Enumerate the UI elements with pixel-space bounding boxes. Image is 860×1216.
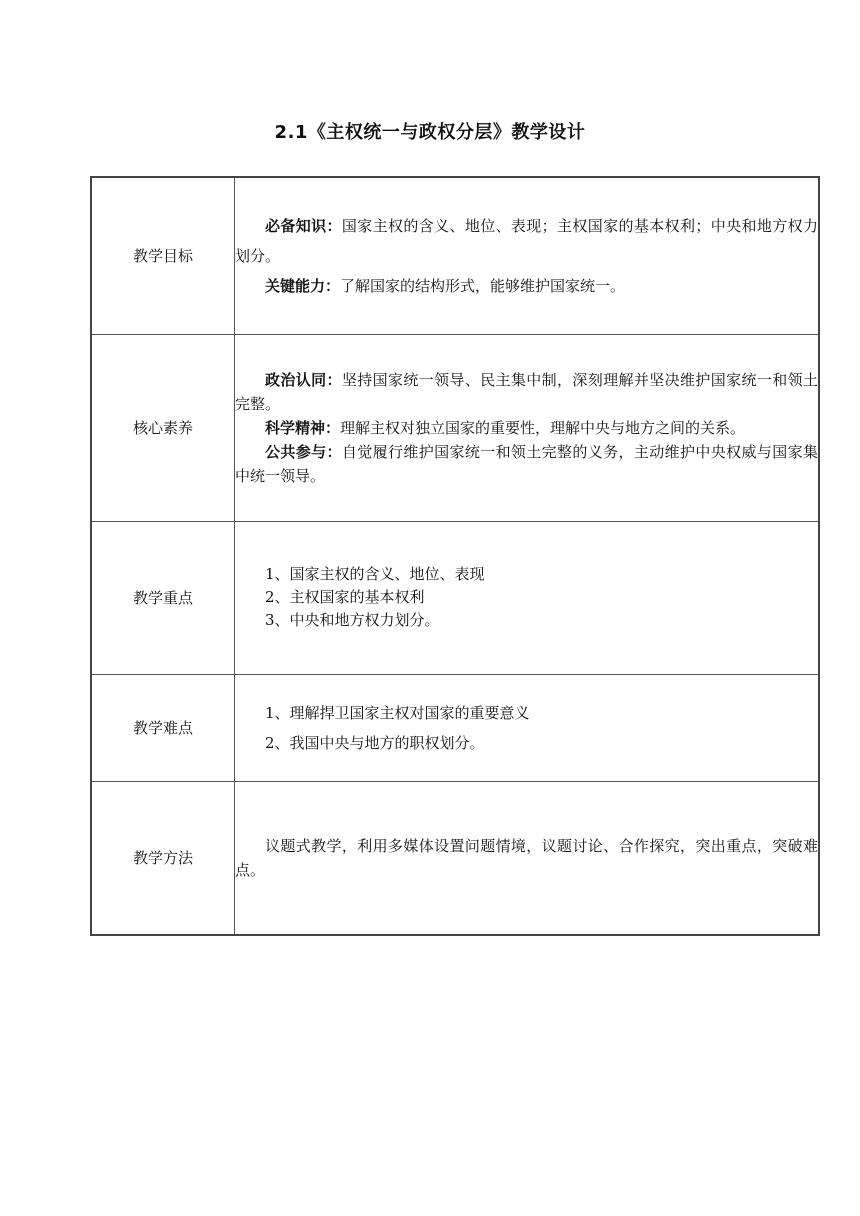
literacy-item-public [235, 440, 818, 488]
row-label-difficulties: 教学难点 [91, 674, 235, 781]
literacy-public-text: 自觉履行维护国家统一和领土完整的义务，主动维护中央权威与国家集中统一领导。 [235, 442, 818, 485]
key-point-item: 2、主权国家的基本权利 [265, 588, 425, 606]
goals-knowledge-lead: 必备知识： [265, 216, 342, 235]
key-point-item: 1、国家主权的含义、地位、表现 [265, 565, 485, 583]
methods-text: 议题式教学，利用多媒体设置问题情境，议题讨论、合作探究，突出重点，突破难点。 [235, 836, 818, 879]
goals-item-knowledge [235, 211, 818, 271]
row-content-methods [235, 781, 820, 935]
difficulty-item: 1、理解捍卫国家主权对国家的重要意义 [265, 703, 530, 722]
table-row-key-points [91, 521, 819, 674]
goals-knowledge-text: 国家主权的含义、地位、表现；主权国家的基本权利；中央和地方权力划分。 [235, 216, 818, 265]
literacy-political-lead: 政治认同： [265, 370, 342, 389]
teaching-plan-table [90, 176, 820, 936]
row-content-goals [235, 177, 820, 334]
literacy-item-political [235, 368, 818, 416]
goals-ability-lead: 关键能力： [265, 276, 341, 295]
literacy-political-text: 坚持国家统一领导、民主集中制，深刻理解并坚决维护国家统一和领土完整。 [235, 370, 818, 413]
row-content-literacy [235, 334, 820, 521]
literacy-science-text: 理解主权对独立国家的重要性，理解中央与地方之间的关系。 [340, 418, 746, 437]
row-label-methods: 教学方法 [91, 781, 235, 935]
row-content-difficulties [235, 674, 820, 781]
document-title: 2.1《主权统一与政权分层》教学设计 [274, 122, 586, 143]
row-content-key-points [235, 521, 820, 674]
table-row-methods [91, 781, 819, 935]
literacy-public-lead: 公共参与： [265, 442, 342, 461]
difficulty-item: 2、我国中央与地方的职权划分。 [265, 733, 485, 752]
literacy-science-lead: 科学精神： [265, 418, 341, 437]
table-row-difficulties [91, 674, 819, 781]
key-point-item: 3、中央和地方权力划分。 [265, 611, 440, 629]
literacy-item-science [235, 416, 818, 440]
row-label-literacy: 核心素养 [91, 334, 235, 521]
table-row-goals [91, 177, 819, 334]
row-label-goals: 教学目标 [91, 177, 235, 334]
table-row-literacy [91, 334, 819, 521]
row-label-key-points: 教学重点 [91, 521, 235, 674]
goals-item-ability [235, 271, 818, 301]
goals-ability-text: 了解国家的结构形式，能够维护国家统一。 [340, 276, 626, 295]
